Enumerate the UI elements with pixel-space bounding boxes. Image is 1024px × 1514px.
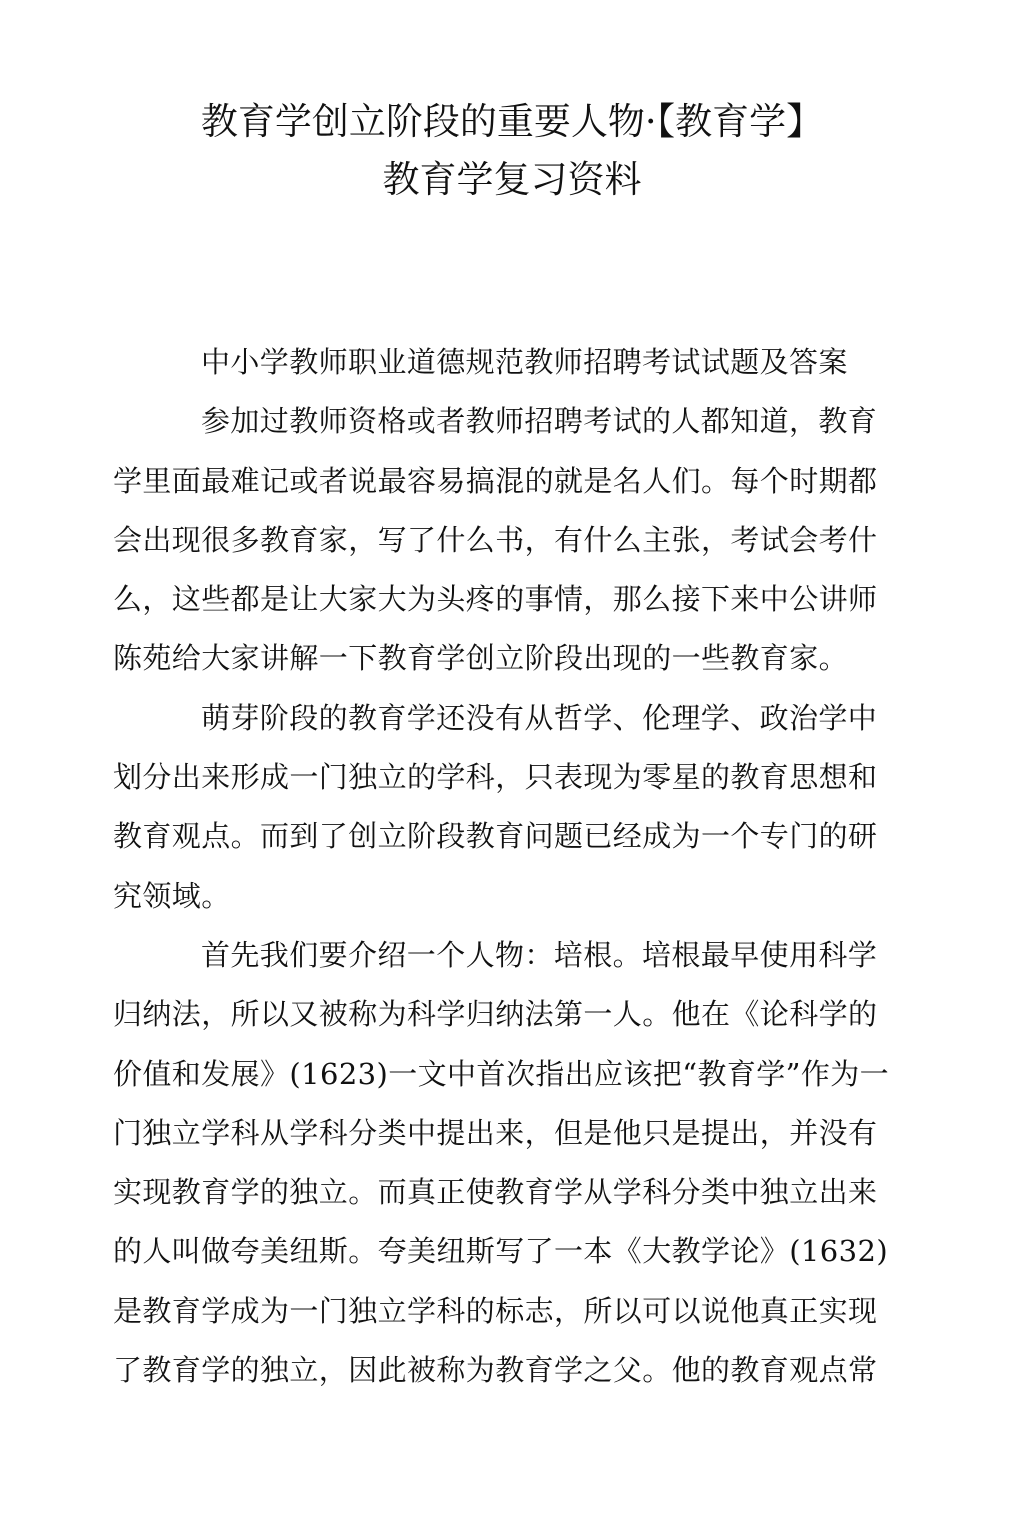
paragraph-line: 划分出来形成一门独立的学科，只表现为零星的教育思想和	[113, 760, 878, 795]
subtitle-line: 中小学教师职业道德规范教师招聘考试试题及答案	[201, 345, 848, 379]
paragraph-line: 参加过教师资格或者教师招聘考试的人都知道，教育	[201, 404, 878, 439]
paragraph-line: 究领域。	[113, 878, 231, 913]
paragraph-line: 实现教育学的独立。而真正使教育学从学科分类中独立出来	[113, 1175, 878, 1210]
document-body	[113, 333, 893, 1400]
document-title	[112, 93, 912, 209]
paragraph-line: 陈苑给大家讲解一下教育学创立阶段出现的一些教育家。	[113, 641, 849, 676]
paragraph-line: 归纳法，所以又被称为科学归纳法第一人。他在《论科学的	[113, 997, 878, 1032]
paragraph-line: 的人叫做夸美纽斯。夸美纽斯写了一本《大教学论》(1632)	[113, 1234, 889, 1269]
paragraph-line: 会出现很多教育家，写了什么书，有什么主张，考试会考什	[113, 522, 878, 557]
title-line-1: 教育学创立阶段的重要人物·【教育学】	[200, 100, 824, 143]
paragraph-line: 价值和发展》(1623)一文中首次指出应该把“教育学”作为一	[113, 1056, 890, 1091]
paragraph-line: 学里面最难记或者说最容易搞混的就是名人们。每个时期都	[113, 463, 878, 498]
paragraph-line: 首先我们要介绍一个人物：培根。培根最早使用科学	[201, 937, 878, 972]
paragraph-line: 教育观点。而到了创立阶段教育问题已经成为一个专门的研	[113, 819, 878, 854]
paragraph-line: 门独立学科从学科分类中提出来，但是他只是提出，并没有	[113, 1115, 878, 1150]
paragraph-line: 是教育学成为一门独立学科的标志，所以可以说他真正实现	[113, 1293, 878, 1328]
title-line-2: 教育学复习资料	[382, 158, 642, 201]
paragraph-line: 么，这些都是让大家大为头疼的事情，那么接下来中公讲师	[113, 582, 878, 617]
paragraph-line: 萌芽阶段的教育学还没有从哲学、伦理学、政治学中	[201, 700, 878, 735]
paragraph-line: 了教育学的独立，因此被称为教育学之父。他的教育观点常	[113, 1353, 878, 1388]
